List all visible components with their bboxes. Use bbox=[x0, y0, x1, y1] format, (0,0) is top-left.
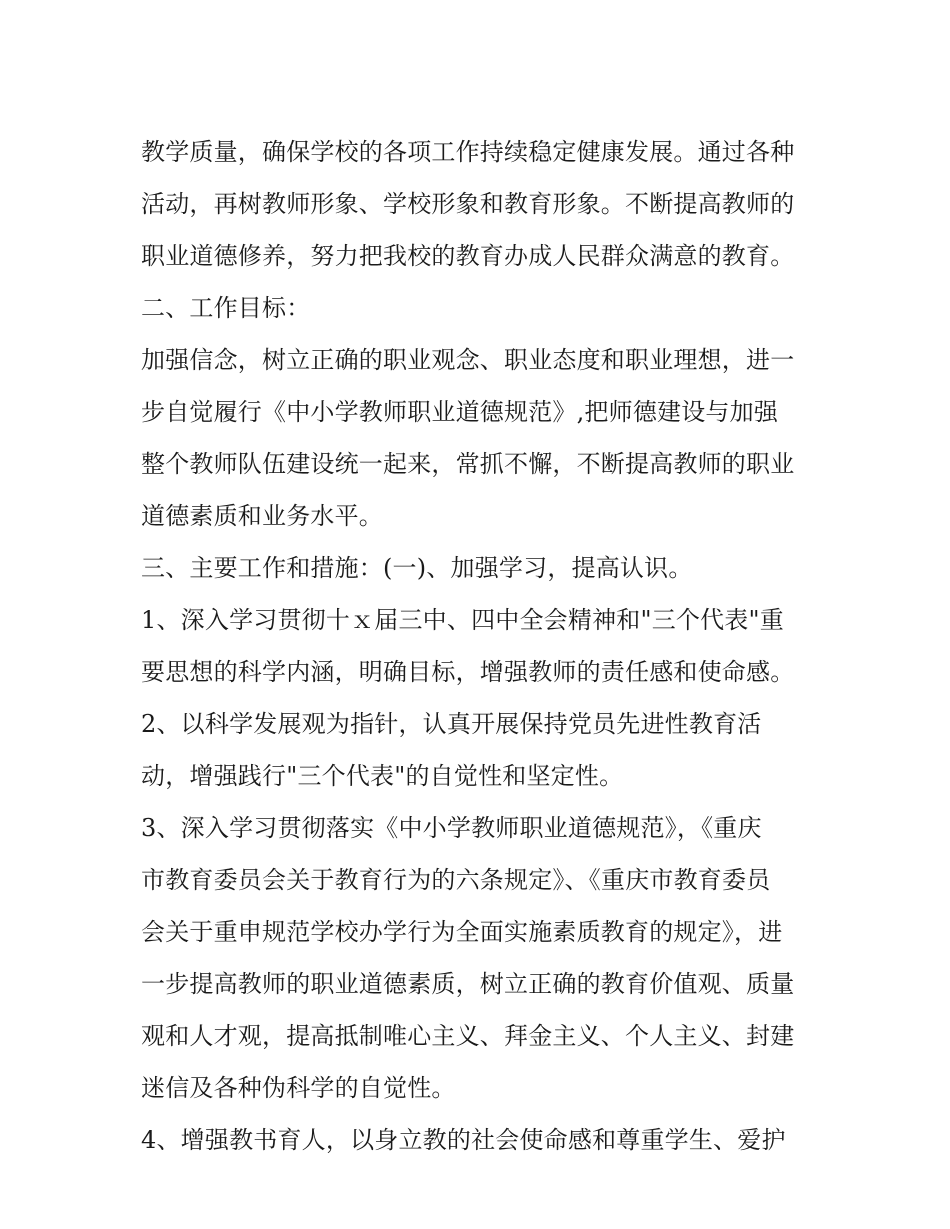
list-item-2: 2、以科学发展观为指针，认真开展保持党员先进性教育活 bbox=[141, 710, 762, 738]
text-line: 道德素质和业务水平。 bbox=[141, 502, 383, 530]
text-line: 活动，再树教师形象、学校形象和教育形象。不断提高教师的 bbox=[141, 190, 795, 218]
text-line: 观和人才观，提高抵制唯心主义、拜金主义、个人主义、封建 bbox=[141, 1022, 795, 1050]
text-line: 市教育委员会关于教育行为的六条规定》、《重庆市教育委员 bbox=[141, 866, 771, 894]
text-line: 会关于重申规范学校办学行为全面实施素质教育的规定》，进 bbox=[141, 918, 783, 946]
text-line: 加强信念，树立正确的职业观念、职业态度和职业理想，进一 bbox=[141, 346, 795, 374]
document-body bbox=[141, 126, 821, 1166]
list-item-4: 4、增强教书育人，以身立教的社会使命感和尊重学生、爱护 bbox=[141, 1126, 786, 1154]
list-item-3: 3、深入学习贯彻落实《中小学教师职业道德规范》，《重庆 bbox=[141, 814, 762, 842]
section-heading-measures: 三、主要工作和措施：(一)、加强学习，提高认识。 bbox=[141, 554, 693, 582]
text-line: 整个教师队伍建设统一起来，常抓不懈，不断提高教师的职业 bbox=[141, 450, 795, 478]
text-line: 要思想的科学内涵，明确目标，增强教师的责任感和使命感。 bbox=[141, 658, 795, 686]
text-line: 一步提高教师的职业道德素质，树立正确的教育价值观、质量 bbox=[141, 970, 795, 998]
text-line: 动，增强践行"三个代表"的自觉性和坚定性。 bbox=[141, 762, 624, 790]
text-line: 教学质量，确保学校的各项工作持续稳定健康发展。通过各种 bbox=[141, 138, 795, 166]
text-line: 职业道德修养，努力把我校的教育办成人民群众满意的教育。 bbox=[141, 242, 795, 270]
section-heading-goals: 二、工作目标： bbox=[141, 294, 311, 322]
list-item-1: 1、深入学习贯彻十ｘ届三中、四中全会精神和"三个代表"重 bbox=[141, 606, 784, 634]
text-line: 迷信及各种伪科学的自觉性。 bbox=[141, 1074, 456, 1102]
text-line: 步自觉履行《中小学教师职业道德规范》,把师德建设与加强 bbox=[141, 398, 779, 426]
